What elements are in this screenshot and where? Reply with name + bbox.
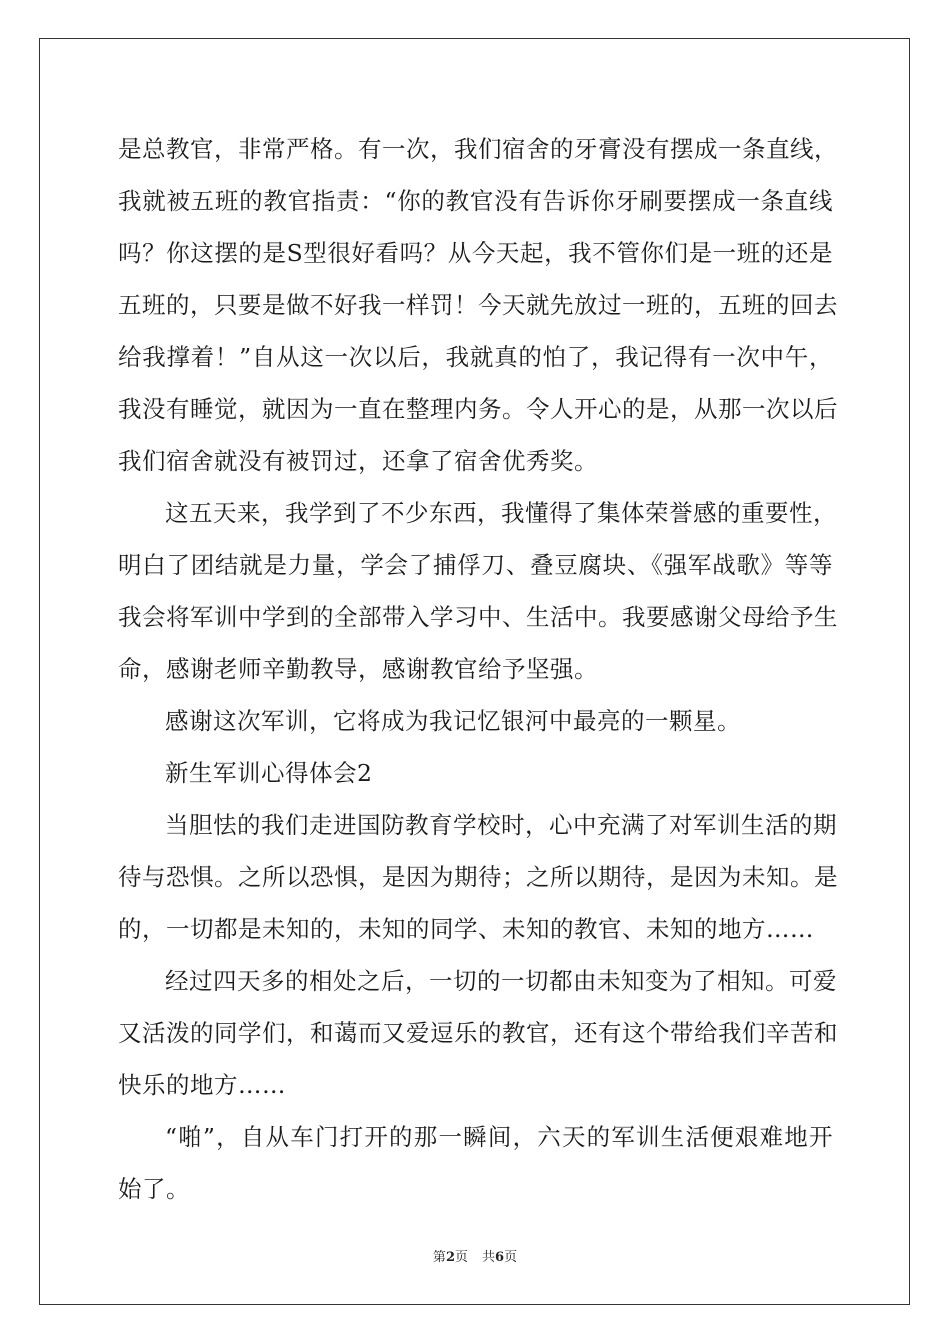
text-line: 这五天来，我学到了不少东西，我懂得了集体荣誉感的重要性， xyxy=(165,499,837,527)
text-line: 始了。 xyxy=(118,1175,190,1203)
document-body xyxy=(118,123,838,1215)
page-suffix: 页 xyxy=(454,1250,468,1265)
total-suffix: 页 xyxy=(504,1250,518,1265)
text-line: 命，感谢老师辛勤教导，感谢教官给予坚强。 xyxy=(118,655,598,683)
text-line: 经过四天多的相处之后，一切的一切都由未知变为了相知。可爱 xyxy=(165,967,837,995)
page-number: 2 xyxy=(445,1250,455,1265)
total-prefix: 共 xyxy=(482,1250,496,1265)
page-footer xyxy=(0,1246,950,1265)
text-line: 又活泼的同学们，和蔼而又爱逗乐的教官，还有这个带给我们辛苦和 xyxy=(118,1019,838,1047)
section-heading: 新生军训心得体会2 xyxy=(165,759,373,787)
page-prefix: 第 xyxy=(432,1250,446,1265)
text-line: 我没有睡觉，就因为一直在整理内务。令人开心的是，从那一次以后 xyxy=(118,395,838,423)
text-line: “啪”，自从车门打开的那一瞬间，六天的军训生活便艰难地开 xyxy=(165,1123,833,1151)
text-line: 待与恐惧。之所以恐惧，是因为期待；之所以期待，是因为未知。是 xyxy=(118,863,838,891)
text-line: 我们宿舍就没有被罚过，还拿了宿舍优秀奖。 xyxy=(118,447,598,475)
text-line: 我会将军训中学到的全部带入学习中、生活中。我要感谢父母给予生 xyxy=(118,603,838,631)
text-line: 感谢这次军训，它将成为我记忆银河中最亮的一颗星。 xyxy=(165,707,741,735)
text-line: 快乐的地方…… xyxy=(118,1071,286,1099)
text-line: 是总教官，非常严格。有一次，我们宿舍的牙膏没有摆成一条直线， xyxy=(118,135,838,163)
text-line: 当胆怯的我们走进国防教育学校时，心中充满了对军训生活的期 xyxy=(165,811,837,839)
text-line: 五班的，只要是做不好我一样罚！今天就先放过一班的，五班的回去 xyxy=(118,291,838,319)
text-line: 明白了团结就是力量，学会了捕俘刀、叠豆腐块、《强军战歌》等等 xyxy=(118,551,833,579)
text-line: 给我撑着！”自从这一次以后，我就真的怕了，我记得有一次中午， xyxy=(118,343,833,371)
text-line: 吗？你这摆的是S型很好看吗？从今天起，我不管你们是一班的还是 xyxy=(118,239,833,267)
total-pages: 6 xyxy=(495,1250,505,1265)
text-line: 的，一切都是未知的，未知的同学、未知的教官、未知的地方…… xyxy=(118,915,814,943)
text-line: 我就被五班的教官指责：“你的教官没有告诉你牙刷要摆成一条直线 xyxy=(118,187,833,215)
